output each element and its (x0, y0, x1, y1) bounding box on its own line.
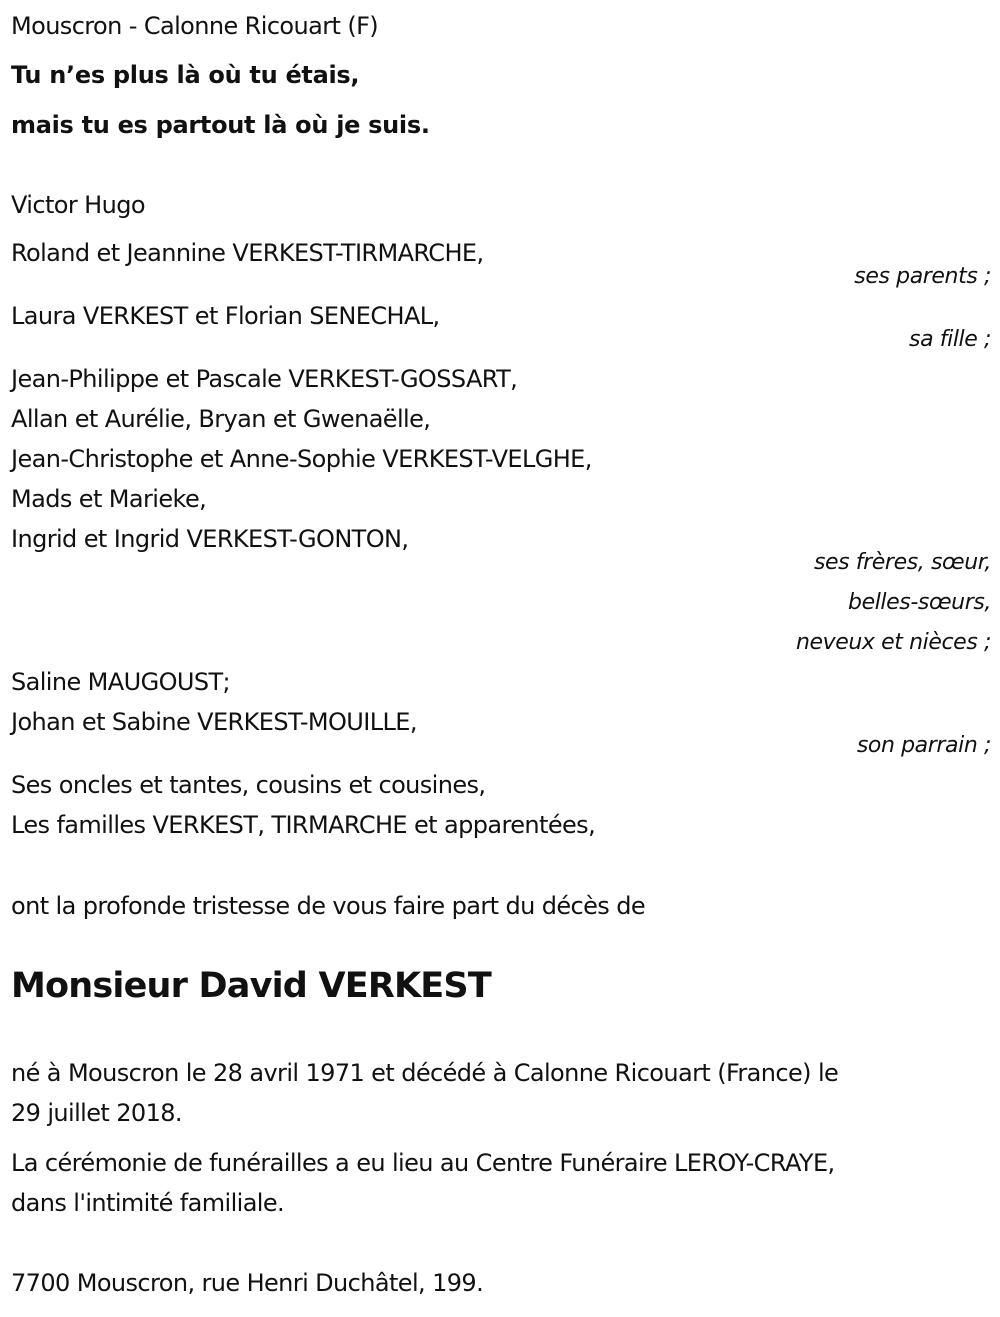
parents-role: ses parents ; (854, 264, 991, 289)
siblings-role: neveux et nièces ; (795, 630, 991, 655)
siblings-role: belles-sœurs, (848, 590, 991, 615)
location-header: Mouscron - Calonne Ricouart (F) (11, 12, 379, 40)
daughter-names: Laura VERKEST et Florian SENECHAL, (11, 302, 440, 330)
sibling-line: Ingrid et Ingrid VERKEST-GONTON, (11, 525, 409, 553)
announcement-intro: ont la profonde tristesse de vous faire part du décès de (11, 892, 646, 920)
sibling-line: Mads et Marieke, (11, 485, 207, 513)
sibling-line: Jean-Christophe et Anne-Sophie VERKEST-VELGHE, (11, 445, 592, 473)
other-family-line: Les familles VERKEST, TIRMARCHE et apparentées, (11, 811, 596, 839)
other-family-line: Ses oncles et tantes, cousins et cousines, (11, 771, 486, 799)
daughter-role: sa fille ; (909, 327, 991, 352)
ceremony-line: La cérémonie de funérailles a eu lieu au Centre Funéraire LEROY-CRAYE, (11, 1149, 835, 1177)
address: 7700 Mouscron, rue Henri Duchâtel, 199. (11, 1269, 484, 1297)
deceased-name: Monsieur David VERKEST (11, 966, 491, 1006)
quote-line-1: Tu n’es plus là où tu étais, (11, 61, 360, 89)
parents-names: Roland et Jeannine VERKEST-TIRMARCHE, (11, 239, 484, 267)
godfather-line: Johan et Sabine VERKEST-MOUILLE, (11, 708, 417, 736)
ceremony-line: dans l'intimité familiale. (11, 1189, 285, 1217)
godfather-line: Saline MAUGOUST; (11, 668, 231, 696)
sibling-line: Jean-Philippe et Pascale VERKEST-GOSSART, (11, 365, 518, 393)
godfather-role: son parrain ; (856, 733, 991, 758)
sibling-line: Allan et Aurélie, Bryan et Gwenaëlle, (11, 405, 431, 433)
quote-line-2: mais tu es partout là où je suis. (11, 111, 430, 139)
quote-author: Victor Hugo (11, 191, 145, 219)
birth-death-line: né à Mouscron le 28 avril 1971 et décédé à Calonne Ricouart (France) le (11, 1059, 839, 1087)
birth-death-line: 29 juillet 2018. (11, 1099, 182, 1127)
siblings-role: ses frères, sœur, (813, 550, 991, 575)
